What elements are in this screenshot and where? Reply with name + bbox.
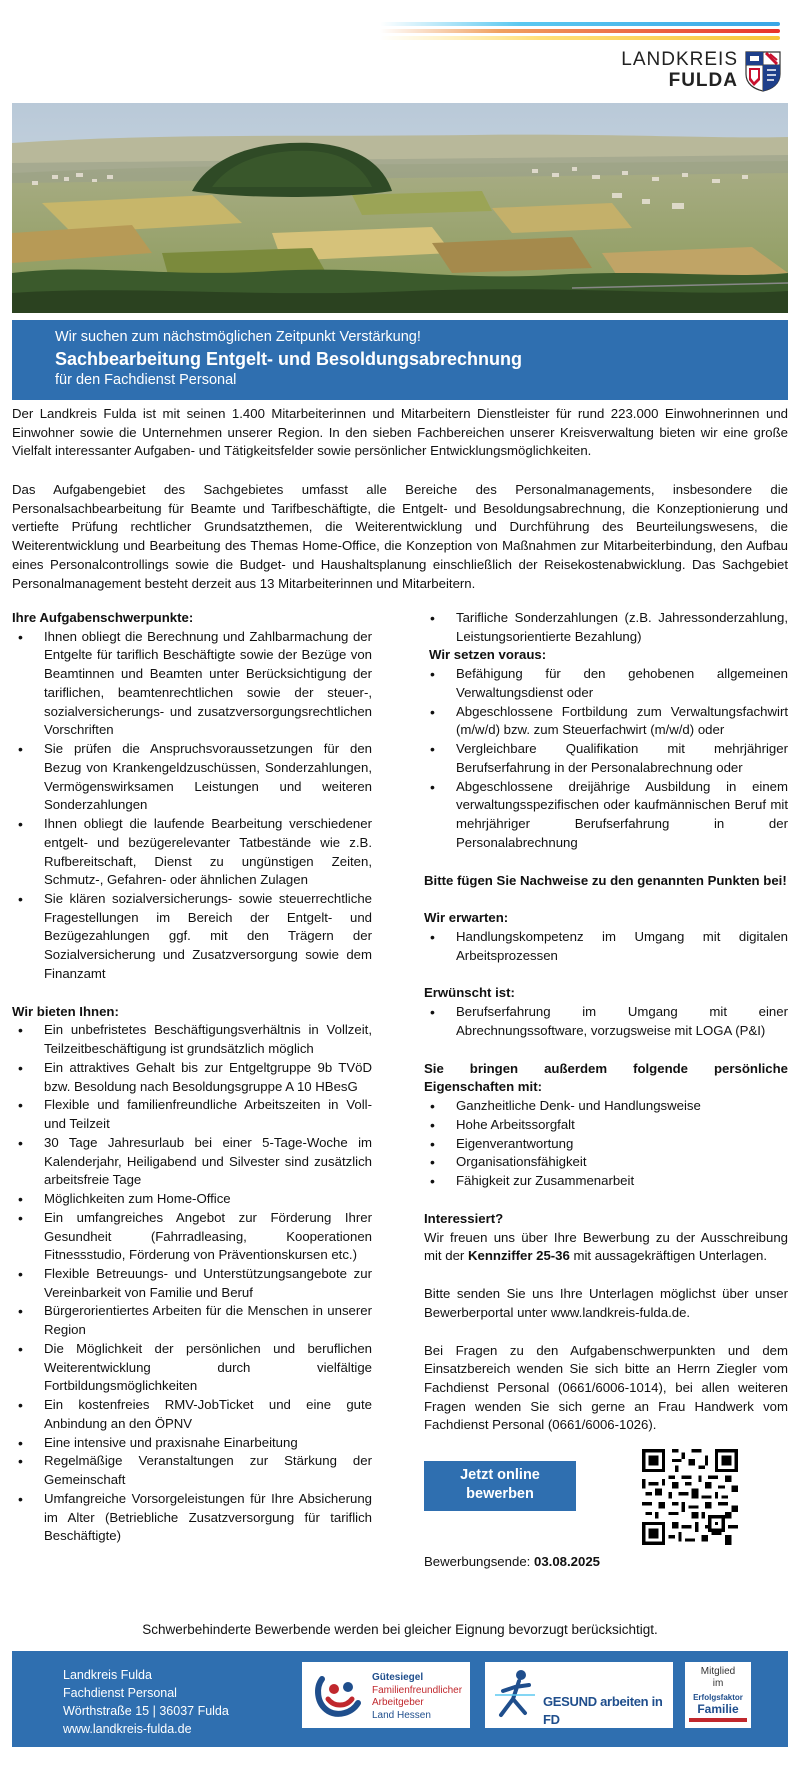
portal-text: Bitte senden Sie uns Ihre Unterlagen möglichst über unser Bewerberportal unter www.landkreis-fulda.de.: [424, 1286, 788, 1320]
list-item: • Möglichkeiten zum Home-Office: [12, 1190, 372, 1209]
requirements-list: [424, 665, 788, 852]
deadline-date: 03.08.2025: [533, 1554, 600, 1570]
logo-line2: FULDA: [668, 70, 738, 91]
footer-org: Landkreis Fulda: [63, 1668, 152, 1682]
list-item: • Regelmäßige Veranstaltungen zur Stärkung der Gemeinschaft: [12, 1452, 372, 1489]
gesund-arbeiten-text: GESUND arbeiten in FD: [543, 1694, 663, 1728]
familie-line: Familie: [697, 1701, 739, 1716]
expect-heading: Wir erwarten:: [424, 910, 509, 926]
landkreis-fulda-logo: [621, 50, 782, 92]
left-column: [12, 609, 372, 1546]
footer-street: Wörthstraße 15 | 36037 Fulda: [63, 1704, 229, 1719]
guetesiegel-badge: [302, 1662, 470, 1728]
list-item: • Eine intensive und praxisnahe Einarbeitung: [12, 1434, 372, 1453]
list-item: • Ihnen obliegt die Berechnung und Zahlbarmachung der Entgelte für tariflich Beschäftigte sowie der Bezüge von Beamtinnen und Beamten unter Berücksichtigung der tariflichen, beamtenrechtlichen sowie der steuer-, sozialversicherungs- und zusatzversorgungsrechtlichen Vorschriften: [12, 628, 372, 740]
list-item: • Fähigkeit zur Zusammenarbeit: [424, 1172, 788, 1191]
guetesiegel-title: Gütesiegel: [372, 1672, 424, 1683]
coat-of-arms-icon: [744, 50, 782, 92]
decorative-stripes: [380, 22, 780, 44]
apply-section: [424, 1449, 788, 1553]
tasks-continued-list: [424, 609, 788, 646]
intro-paragraph-1: Der Landkreis Fulda ist mit seinen 1.400 Mitarbeiterinnen und Mitarbeitern Dienstleister für rund 223.000 Einwohnerinnen und Einwohner sowie die Unternehmen unserer Region. In den sieben Fachbereichen unserer Kreisverwaltung bieten wir eine große Vielfalt interessanter Aufgaben- und Tätigkeitsfelder sowie persönlicher Entwicklungsmöglichkeiten.: [12, 406, 788, 459]
list-item: • Tarifliche Sonderzahlungen (z.B. Jahressonderzahlung, Leistungsorientierte Bezahlung): [424, 609, 788, 646]
deadline-label: Bewerbungsende:: [424, 1554, 534, 1570]
requirements-heading: Wir setzen voraus:: [429, 647, 547, 663]
list-item: • Ein attraktives Gehalt bis zur Entgeltgruppe 9b TVöD bzw. Besoldung nach Besoldungsgruppe A 10 HBesG: [12, 1059, 372, 1096]
disability-note: Schwerbehinderte Bewerbende werden bei gleicher Eignung bevorzugt berücksichtigt.: [142, 1622, 658, 1637]
traits-heading: Sie bringen außerdem folgende persönliche Eigenschaften mit:: [424, 1060, 788, 1095]
apply-button-line2: bewerben: [466, 1486, 534, 1503]
interest-text-before: Wir freuen uns über Ihre Bewerbung zu der Ausschreibung mit der: [424, 1229, 788, 1264]
list-item: • Ein unbefristetes Beschäftigungsverhältnis in Vollzeit, Teilzeitbeschäftigung ist grundsätzlich möglich: [12, 1021, 372, 1058]
desired-list: [424, 1003, 788, 1040]
family-friendly-seal-icon: [308, 1665, 368, 1725]
department: für den Fachdienst Personal: [55, 371, 237, 388]
tasks-list: [12, 628, 372, 984]
footer: [12, 1651, 788, 1747]
interest-heading: Interessiert?: [424, 1210, 504, 1226]
list-item: • Vergleichbare Qualifikation mit mehrjähriger Berufserfahrung in der Personalabrechnung oder: [424, 740, 788, 777]
job-title: Sachbearbeitung Entgelt- und Besoldungsabrechnung: [55, 348, 523, 369]
intro-paragraph-2: Das Aufgabengebiet des Sachgebietes umfasst alle Bereiche des Personalmanagements, insbesondere die Personalsachbearbeitung für Beamte und Tarifbeschäftigte, die Entgelt- und Besoldungsabrechnung, die Konzeptionierung und vertiefte Prüfung rechtlicher Grundsatzthemen, die Weiterentwicklung und Durchführung des Beurteilungswesens, die Weiterentwicklung und Bearbeitung des Themas Home-Office, die Konzeption von Maßnahmen zur Mitarbeiterbindung, den Aufbau eines Personalcontrollings sowie die Budget- und Haushaltsplanung einschließlich der Reisekostenabwicklung. Das Sachgebiet Personalmanagement besteht derzeit aus 13 Mitarbeiterinnen und Mitarbeitern.: [12, 482, 788, 591]
guetesiegel-line3: Land Hessen: [372, 1709, 431, 1721]
list-item: • Eigenverantwortung: [424, 1135, 788, 1154]
guetesiegel-text: [372, 1672, 462, 1722]
list-item: • Ein umfangreiches Angebot zur Förderung Ihrer Gesundheit (Fahrradleasing, Kooperationen Fitnessstudio, Förderung von Präventionskursen etc.): [12, 1209, 372, 1265]
deadline: [424, 1553, 788, 1572]
job-title-banner: [12, 320, 788, 400]
mitglied-text: [688, 1666, 748, 1689]
list-item: • Bürgerorientiertes Arbeiten für die Menschen in unserer Region: [12, 1302, 372, 1339]
list-item: • Die Möglichkeit der persönlichen und beruflichen Weiterentwicklung durch vielfältige Fortbildungsmöglichkeiten: [12, 1340, 372, 1396]
list-item: • Abgeschlossene dreijährige Ausbildung in einem verwaltungsspezifischen oder kaufmännischen Beruf mit mehrjähriger Berufserfahrung in der Personalabrechnung: [424, 778, 788, 853]
qr-code-icon[interactable]: [642, 1449, 738, 1545]
apply-online-button[interactable]: [424, 1461, 576, 1511]
list-item: • Organisationsfähigkeit: [424, 1153, 788, 1172]
guetesiegel-line1: Familienfreundlicher: [372, 1684, 463, 1696]
landscape-illustration: [12, 103, 788, 313]
footer-web-link[interactable]: www.landkreis-fulda.de: [63, 1722, 192, 1737]
contact-text: Bei Fragen zu den Aufgabenschwerpunkten und dem Einsatzbereich wenden Sie sich bitte an Herrn Ziegler vom Fachdienst Personal (0661/6006-1014), bei allen weiteren Fragen wenden Sie sich gerne an Frau Handwerk vom Fachdienst Personal (0661/6006-1026).: [424, 1342, 788, 1433]
list-item: • Abgeschlossene Fortbildung zum Verwaltungsfachwirt (m/w/d) bzw. zum Steuerfachwirt (m/w/d) oder: [424, 703, 788, 740]
list-item: • Flexible Betreuungs- und Unterstützungsangebote zur Vereinbarkeit von Familie und Beruf: [12, 1265, 372, 1302]
footer-address: [63, 1666, 229, 1739]
list-item: • Ein kostenfreies RMV-JobTicket und eine gute Anbindung an den ÖPNV: [12, 1396, 372, 1433]
list-item: • Flexible und familienfreundliche Arbeitszeiten in Voll- und Teilzeit: [12, 1096, 372, 1133]
list-item: • Hohe Arbeitssorgfalt: [424, 1116, 788, 1135]
traits-list: [424, 1097, 788, 1191]
right-column: [424, 609, 788, 1572]
desired-heading: Erwünscht ist:: [424, 985, 515, 1001]
list-item: • Sie klären sozialversicherungs- sowie steuerrechtliche Fragestellungen im Bereich der Entgelt- und Bezügezahlungen ggf. mit den Trägern der Sozialversicherung und Zusatzversorgung sowie dem Finanzamt: [12, 890, 372, 984]
apply-button-line1: Jetzt online: [460, 1467, 540, 1484]
list-item: • Umfangreiche Vorsorgeleistungen für Ihre Absicherung im Alter (Betriebliche Zusatzversorgung für tariflich Beschäftigte): [12, 1490, 372, 1546]
list-item: • Befähigung für den gehobenen allgemeinen Verwaltungsdienst oder: [424, 665, 788, 702]
list-item: • Ganzheitliche Denk- und Handlungsweise: [424, 1097, 788, 1116]
interest-text-after: mit aussagekräftigen Unterlagen.: [569, 1248, 768, 1264]
erfolgsfaktor-line: Erfolgsfaktor: [693, 1693, 743, 1702]
running-figure-icon: [491, 1665, 541, 1725]
list-item: • Handlungskompetenz im Umgang mit digitalen Arbeitsprozessen: [424, 928, 788, 965]
tasks-heading: Ihre Aufgabenschwerpunkte:: [12, 610, 194, 625]
guetesiegel-line2: Arbeitgeber: [372, 1697, 424, 1708]
offers-heading: Wir bieten Ihnen:: [12, 1003, 119, 1019]
banner-subtitle: Wir suchen zum nächstmöglichen Zeitpunkt Verstärkung!: [55, 329, 421, 345]
mitglied-line2: im: [712, 1677, 724, 1689]
expect-list: [424, 928, 788, 965]
logo-line1: LANDKREIS: [621, 49, 738, 71]
reference-code: Kennziffer 25-36: [467, 1248, 570, 1264]
hero-landscape-image: [12, 103, 788, 313]
list-item: • 30 Tage Jahresurlaub bei einer 5-Tage-Woche im Kalenderjahr, Heiligabend und Silvester sind zusätzlich arbeitsfreie Tage: [12, 1134, 372, 1190]
proof-note: Bitte fügen Sie Nachweise zu den genannten Punkten bei!: [424, 872, 787, 888]
list-item: • Ihnen obliegt die laufende Bearbeitung verschiedener entgelt- und bezügerelevanter Tatbestände wie z.B. Rufbereitschaft, Dienst zu ungünstigen Zeiten, Schmutz-, Gefahren- oder ähnlichen Zulagen: [12, 815, 372, 890]
list-item: • Sie prüfen die Anspruchsvoraussetzungen für den Bezug von Krankengeldzuschüssen, Sonderzahlungen, Vermögenswirksamen Leistungen und weiteren Sonderzahlungen: [12, 740, 372, 815]
footer-dept: Fachdienst Personal: [63, 1686, 177, 1701]
erfolgsfaktor-text: [689, 1694, 747, 1722]
interest-text: [424, 1229, 788, 1266]
gesund-arbeiten-badge: [485, 1662, 673, 1728]
list-item: • Berufserfahrung im Umgang mit einer Abrechnungssoftware, vorzugsweise mit LOGA (P&I): [424, 1003, 788, 1040]
offers-list: [12, 1021, 372, 1546]
erfolgsfaktor-familie-badge: [685, 1662, 751, 1728]
mitglied-line1: Mitglied: [700, 1666, 736, 1677]
